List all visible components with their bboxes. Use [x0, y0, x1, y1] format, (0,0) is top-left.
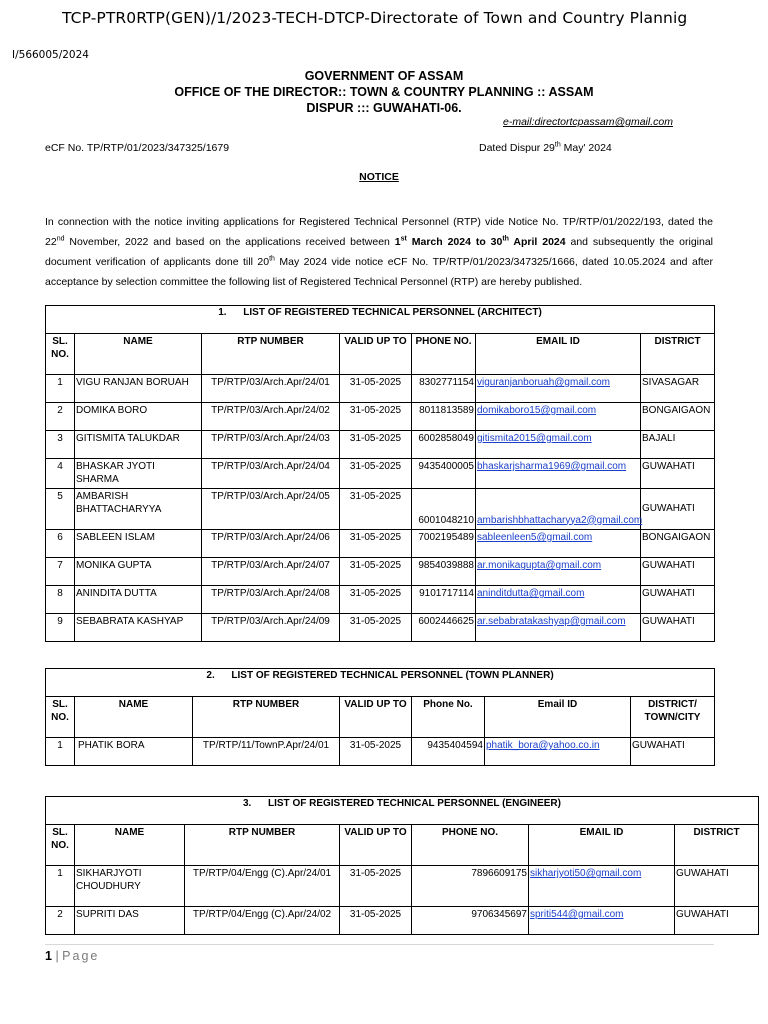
cell-name: PHATIK BORA: [75, 738, 193, 766]
table-title: 1. LIST OF REGISTERED TECHNICAL PERSONNEL (ARCHITECT): [46, 306, 715, 334]
cell-sl: 2: [46, 403, 75, 431]
cell-rtp: TP/RTP/03/Arch.Apr/24/03: [202, 431, 340, 459]
col-header-phone: PHONE NO.: [412, 334, 476, 375]
email-link[interactable]: aninditdutta@gmail.com: [477, 588, 585, 599]
col-header-sl: SL. NO.: [46, 825, 75, 866]
table-row: [46, 586, 715, 614]
header-government: GOVERNMENT OF ASSAM: [304, 69, 464, 83]
cell-phone: 6002446625: [412, 614, 476, 642]
cell-email[interactable]: [476, 403, 641, 431]
email-link[interactable]: viguranjanboruah@gmail.com: [477, 377, 610, 388]
col-header-phone: Phone No.: [412, 697, 485, 738]
footer-separator: |: [55, 949, 59, 963]
cell-sl: 1: [46, 866, 75, 907]
email-link[interactable]: spriti544@gmail.com: [530, 909, 624, 920]
col-header-valid: VALID UP TO: [340, 825, 412, 866]
cell-email[interactable]: [485, 738, 631, 766]
notice-title: NOTICE: [359, 171, 399, 183]
col-header-district: DISTRICT/ TOWN/CITY: [631, 697, 715, 738]
col-header-district: DISTRICT: [675, 825, 759, 866]
footer-divider: [45, 944, 714, 945]
table-row: [46, 489, 715, 530]
page-number: 1: [45, 949, 52, 963]
table-row: [46, 375, 715, 403]
cell-sl: 1: [46, 375, 75, 403]
cell-rtp: TP/RTP/03/Arch.Apr/24/04: [202, 459, 340, 489]
col-header-valid: VALID UP TO: [340, 697, 412, 738]
cell-phone: 9101717114: [412, 586, 476, 614]
col-header-email: Email ID: [485, 697, 631, 738]
cell-sl: 5: [46, 489, 75, 530]
col-header-rtp: RTP NUMBER: [185, 825, 340, 866]
cell-rtp: TP/RTP/04/Engg (C).Apr/24/02: [185, 907, 340, 935]
cell-phone: 9435400005: [412, 459, 476, 489]
cell-valid: 31-05-2025: [340, 403, 412, 431]
cell-email[interactable]: [476, 489, 641, 530]
cell-valid: 31-05-2025: [340, 530, 412, 558]
cell-district: GUWAHATI: [631, 738, 715, 766]
office-email: e-mail:directortcpassam@gmail.com: [503, 116, 673, 128]
cell-rtp: TP/RTP/11/TownP.Apr/24/01: [193, 738, 340, 766]
cell-rtp: TP/RTP/03/Arch.Apr/24/09: [202, 614, 340, 642]
cell-sl: 6: [46, 530, 75, 558]
cell-email[interactable]: [529, 907, 675, 935]
cell-rtp: TP/RTP/03/Arch.Apr/24/08: [202, 586, 340, 614]
cell-valid: 31-05-2025: [340, 558, 412, 586]
cell-valid: 31-05-2025: [340, 431, 412, 459]
page-footer: [45, 949, 99, 963]
email-link[interactable]: domikaboro15@gmail.com: [477, 405, 597, 416]
cell-name: SIKHARJYOTI CHOUDHURY: [75, 866, 185, 907]
table-title: 2. LIST OF REGISTERED TECHNICAL PERSONNEL (TOWN PLANNER): [46, 669, 715, 697]
cell-name: VIGU RANJAN BORUAH: [75, 375, 202, 403]
cell-district: GUWAHATI: [675, 866, 759, 907]
email-link[interactable]: phatik_bora@yahoo.co.in: [486, 740, 600, 751]
cell-valid: 31-05-2025: [340, 489, 412, 530]
col-header-sl: SL. NO.: [46, 697, 75, 738]
cell-email[interactable]: [476, 431, 641, 459]
table-row: [46, 558, 715, 586]
notice-paragraph: In connection with the notice inviting applications for Registered Technical Personnel (RTP) vide Notice No. TP/RTP/01/2022/193, dated the 22nd November, 2022 and based on the applications received between 1st March 2024 to 30th April 2024 and subsequently the original document verification of applicants done till 20th May 2024 vide notice eCF No. TP/RTP/01/2023/347325/1666, dated 10.05.2024 and after acceptance by selection committee the following list of Registered Technical Personnel (RTP) are hereby published.: [45, 216, 714, 288]
cell-district: SIVASAGAR: [641, 375, 715, 403]
cell-sl: 7: [46, 558, 75, 586]
cell-sl: 1: [46, 738, 75, 766]
email-link[interactable]: ambarishbhattacharyya2@gmail.com: [477, 514, 643, 526]
cell-sl: 2: [46, 907, 75, 935]
cell-district: GUWAHATI: [641, 614, 715, 642]
header-address: DISPUR ::: GUWAHATI-06.: [306, 101, 462, 115]
email-link[interactable]: ar.sebabratakashyap@gmail.com: [477, 616, 626, 627]
cell-name: SUPRITI DAS: [75, 907, 185, 935]
cell-name: SABLEEN ISLAM: [75, 530, 202, 558]
cell-valid: 31-05-2025: [340, 586, 412, 614]
col-header-valid: VALID UP TO: [340, 334, 412, 375]
table-title: 3. LIST OF REGISTERED TECHNICAL PERSONNEL (ENGINEER): [46, 797, 759, 825]
architect-table: [45, 305, 715, 642]
cell-email[interactable]: [476, 530, 641, 558]
cell-district: GUWAHATI: [641, 459, 715, 489]
town-planner-table: [45, 668, 715, 766]
col-header-rtp: RTP NUMBER: [202, 334, 340, 375]
cell-name: ANINDITA DUTTA: [75, 586, 202, 614]
cell-rtp: TP/RTP/03/Arch.Apr/24/07: [202, 558, 340, 586]
table-row: [46, 614, 715, 642]
col-header-phone: PHONE NO.: [412, 825, 529, 866]
cell-name: GITISMITA TALUKDAR: [75, 431, 202, 459]
email-link[interactable]: sikharjyoti50@gmail.com: [530, 868, 642, 879]
table-row: [46, 403, 715, 431]
cell-district: GUWAHATI: [675, 907, 759, 935]
col-header-district: DISTRICT: [641, 334, 715, 375]
cell-email[interactable]: [476, 586, 641, 614]
table-row: [46, 530, 715, 558]
cell-rtp: TP/RTP/03/Arch.Apr/24/06: [202, 530, 340, 558]
col-header-rtp: RTP NUMBER: [193, 697, 340, 738]
cell-sl: 8: [46, 586, 75, 614]
cell-rtp: TP/RTP/03/Arch.Apr/24/01: [202, 375, 340, 403]
col-header-name: NAME: [75, 334, 202, 375]
col-header-name: NAME: [75, 697, 193, 738]
table-row: [46, 459, 715, 489]
cell-phone: 8302771154: [412, 375, 476, 403]
cell-email[interactable]: [476, 375, 641, 403]
cell-name: SEBABRATA KASHYAP: [75, 614, 202, 642]
table-row: [46, 738, 715, 766]
dated-line: Dated Dispur 29th May' 2024: [479, 141, 612, 154]
cell-valid: 31-05-2025: [340, 907, 412, 935]
cell-valid: 31-05-2025: [340, 614, 412, 642]
engineer-table: [45, 796, 759, 935]
cell-district: BONGAIGAON: [641, 530, 715, 558]
cell-phone: 7002195489: [412, 530, 476, 558]
cell-phone: 8011813589: [412, 403, 476, 431]
cell-rtp: TP/RTP/03/Arch.Apr/24/02: [202, 403, 340, 431]
cell-sl: 9: [46, 614, 75, 642]
cell-phone: 6001048210: [412, 489, 476, 530]
cell-name: AMBARISH BHATTACHARYYA: [75, 489, 202, 530]
cell-phone: 6002858049: [412, 431, 476, 459]
cell-district: BAJALI: [641, 431, 715, 459]
cell-valid: 31-05-2025: [340, 866, 412, 907]
cell-email[interactable]: [476, 558, 641, 586]
cell-email[interactable]: [476, 459, 641, 489]
cell-valid: 31-05-2025: [340, 459, 412, 489]
cell-phone: 9854039888: [412, 558, 476, 586]
cell-name: MONIKA GUPTA: [75, 558, 202, 586]
cell-valid: 31-05-2025: [340, 375, 412, 403]
cell-sl: 4: [46, 459, 75, 489]
col-header-sl: SL. NO.: [46, 334, 75, 375]
table-row: [46, 907, 759, 935]
cell-phone: 9706345697: [412, 907, 529, 935]
file-number-line1: TCP-PTR0RTP(GEN)/1/2023-TECH-DTCP-Directorate of Town and Country Plannig: [62, 9, 688, 27]
cell-district: BONGAIGAON: [641, 403, 715, 431]
cell-district: GUWAHATI: [641, 558, 715, 586]
email-link[interactable]: bhaskarjsharma1969@gmail.com: [477, 461, 627, 472]
col-header-email: EMAIL ID: [476, 334, 641, 375]
cell-valid: 31-05-2025: [340, 738, 412, 766]
cell-phone: 7896609175: [412, 866, 529, 907]
table-row: [46, 866, 759, 907]
email-link[interactable]: ar.monikagupta@gmail.com: [477, 560, 602, 571]
cell-phone: 9435404594: [412, 738, 485, 766]
cell-name: DOMIKA BORO: [75, 403, 202, 431]
cell-sl: 3: [46, 431, 75, 459]
cell-rtp: TP/RTP/04/Engg (C).Apr/24/01: [185, 866, 340, 907]
cell-email[interactable]: [476, 614, 641, 642]
table-row: [46, 431, 715, 459]
page-label: Page: [62, 949, 100, 963]
cell-district: GUWAHATI: [641, 586, 715, 614]
email-link[interactable]: gitismita2015@gmail.com: [477, 433, 592, 444]
header-office: OFFICE OF THE DIRECTOR:: TOWN & COUNTRY PLANNING :: ASSAM: [174, 85, 594, 99]
email-link[interactable]: sableenleen5@gmail.com: [477, 532, 593, 543]
file-number-line2: I/566005/2024: [12, 49, 89, 61]
cell-email[interactable]: [529, 866, 675, 907]
col-header-email: EMAIL ID: [529, 825, 675, 866]
cell-name: BHASKAR JYOTI SHARMA: [75, 459, 202, 489]
reference-number: eCF No. TP/RTP/01/2023/347325/1679: [45, 142, 230, 154]
cell-rtp: TP/RTP/03/Arch.Apr/24/05: [202, 489, 340, 530]
cell-district: GUWAHATI: [641, 489, 715, 530]
col-header-name: NAME: [75, 825, 185, 866]
